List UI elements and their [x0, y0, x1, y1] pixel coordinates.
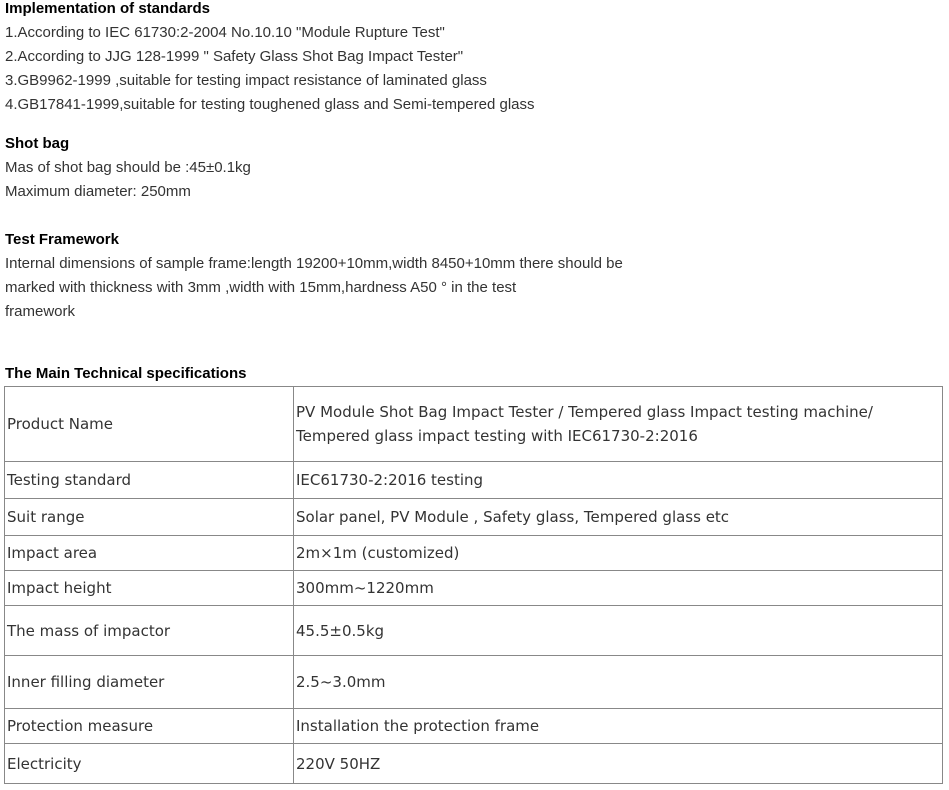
spec-value: 45.5±0.5kg — [294, 606, 943, 656]
table-row — [5, 462, 943, 499]
specs-table — [4, 386, 943, 784]
standards-item: 4.GB17841-1999,suitable for testing toughened glass and Semi-tempered glass — [5, 96, 535, 113]
specs-heading: The Main Technical specifications — [5, 365, 247, 382]
spec-value: 2m×1m (customized) — [294, 536, 943, 571]
shot-bag-line: Maximum diameter: 250mm — [5, 183, 191, 200]
framework-line: marked with thickness with 3mm ,width with 15mm,hardness A50 ° in the test — [5, 279, 517, 296]
table-row — [5, 571, 943, 606]
spec-value: IEC61730-2:2016 testing — [294, 462, 943, 499]
table-row — [5, 744, 943, 784]
spec-label: The mass of impactor — [5, 606, 294, 656]
spec-label: Impact height — [5, 571, 294, 606]
table-row — [5, 606, 943, 656]
spec-label: Electricity — [5, 744, 294, 784]
table-row — [5, 499, 943, 536]
spec-label: Inner filling diameter — [5, 656, 294, 709]
table-row — [5, 387, 943, 462]
framework-heading: Test Framework — [5, 231, 119, 248]
spec-value: 220V 50HZ — [294, 744, 943, 784]
spec-label: Suit range — [5, 499, 294, 536]
spec-value-line: PV Module Shot Bag Impact Tester / Tempered glass Impact testing machine/ — [296, 403, 873, 421]
spec-label: Impact area — [5, 536, 294, 571]
spec-label: Testing standard — [5, 462, 294, 499]
spec-label: Protection measure — [5, 709, 294, 744]
standards-item: 2.According to JJG 128-1999 " Safety Glass Shot Bag Impact Tester" — [5, 48, 464, 65]
standards-section — [5, 0, 535, 117]
standards-item: 1.According to IEC 61730:2-2004 No.10.10 "Module Rupture Test" — [5, 24, 445, 41]
shot-bag-section — [5, 132, 251, 204]
framework-line: framework — [5, 303, 76, 320]
standards-item: 3.GB9962-1999 ,suitable for testing impact resistance of laminated glass — [5, 72, 487, 89]
shot-bag-heading: Shot bag — [5, 135, 70, 152]
table-row — [5, 709, 943, 744]
framework-section — [5, 228, 623, 324]
spec-value: 300mm~1220mm — [294, 571, 943, 606]
spec-value: Installation the protection frame — [294, 709, 943, 744]
spec-value: Solar panel, PV Module , Safety glass, Tempered glass etc — [294, 499, 943, 536]
spec-value: 2.5~3.0mm — [294, 656, 943, 709]
spec-value — [294, 387, 943, 462]
standards-heading: Implementation of standards — [5, 0, 211, 17]
framework-line: Internal dimensions of sample frame:length 19200+10mm,width 8450+10mm there should be — [5, 255, 623, 272]
shot-bag-line: Mas of shot bag should be :45±0.1kg — [5, 159, 251, 176]
spec-value-line: Tempered glass impact testing with IEC61730-2:2016 — [296, 427, 698, 445]
spec-label: Product Name — [5, 387, 294, 462]
table-row — [5, 656, 943, 709]
table-row — [5, 536, 943, 571]
